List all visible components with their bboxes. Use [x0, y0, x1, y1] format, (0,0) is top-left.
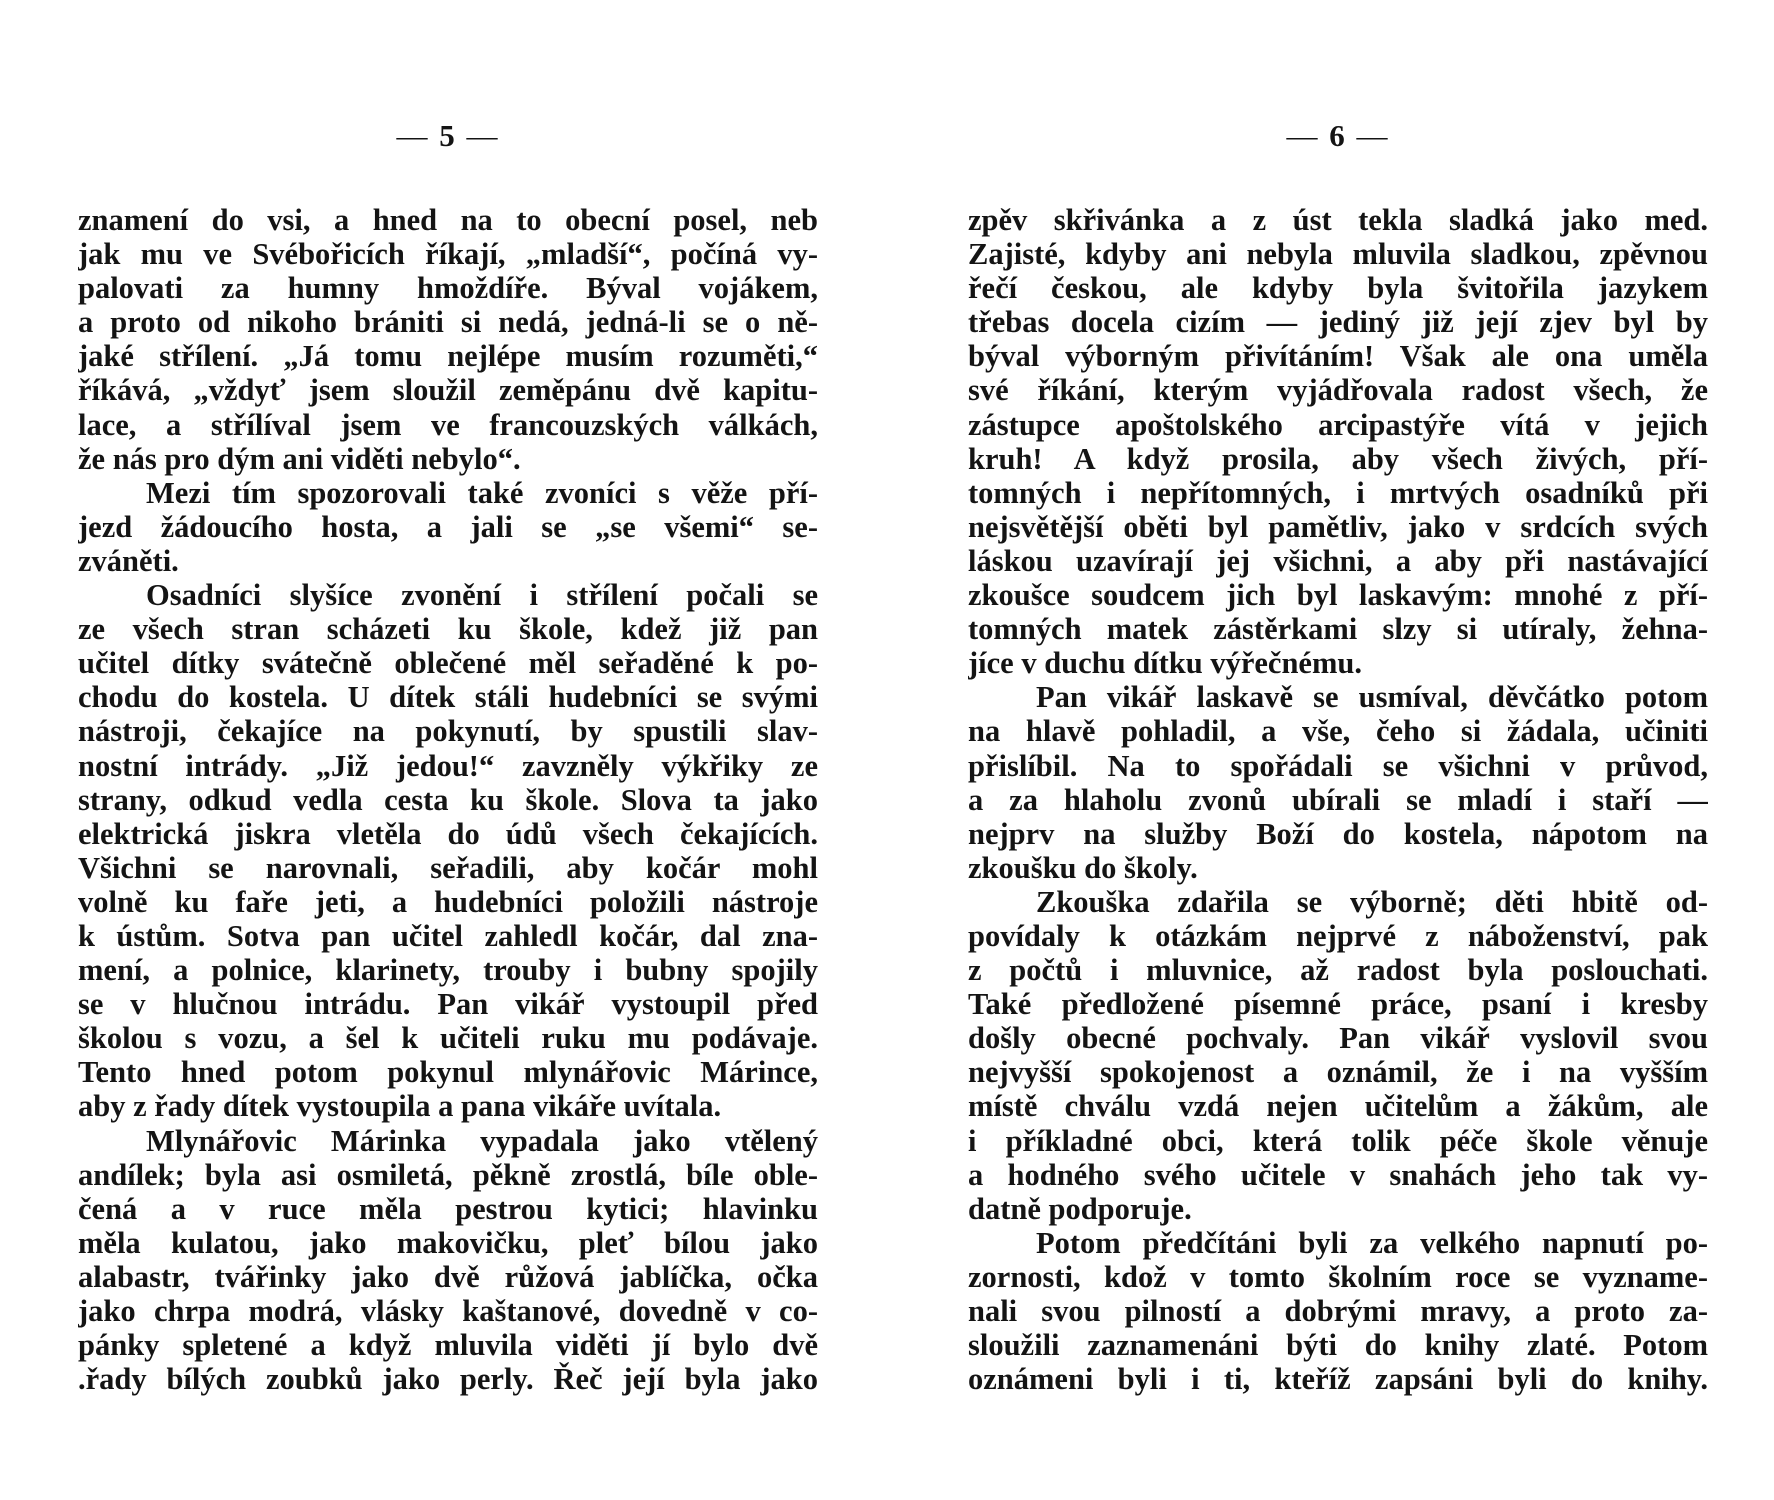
text-line: oznámeni byli i ti, kteříž zapsáni byli do knihy.	[968, 1362, 1708, 1397]
text-line: a hodného svého učitele v snahách jeho tak vy-	[968, 1157, 1708, 1192]
page-number-dash: —	[1286, 118, 1320, 153]
text-line: měla kulatou, jako makovičku, pleť bílou jako	[78, 1225, 818, 1260]
text-line: Tento hned potom pokynul mlynářovic Márince,	[78, 1055, 818, 1090]
text-line: palovati za humny hmoždíře. Býval vojákem,	[78, 271, 818, 306]
text-line: přislíbil. Na to spořádali se všichni v průvod,	[968, 748, 1708, 783]
text-line: Zajisté, kdyby ani nebyla mluvila sladkou, zpěvnou	[968, 237, 1708, 272]
text-line: nostní intrády. „Již jedou!“ zavzněly výkřiky ze	[78, 748, 818, 783]
text-line: nali svou pilností a dobrými mravy, a proto za-	[968, 1294, 1708, 1328]
page-number-dash: —	[1356, 118, 1390, 153]
text-line: elektrická jiskra vletěla do údů všech čekajících.	[78, 816, 818, 851]
text-line: nástroji, čekajíce na pokynutí, by spustili slav-	[78, 714, 818, 749]
text-line: Zkouška zdařila se výborně; děti hbitě od-	[1036, 884, 1708, 919]
text-line: na hlavě pohladil, a vše, čeho si žádala, učiniti	[968, 714, 1708, 749]
text-line: datně podporuje.	[968, 1191, 1192, 1226]
text-line: se v hlučnou intrádu. Pan vikář vystoupil před	[78, 987, 818, 1022]
text-line: býval výborným přivítáním! Však ale ona uměla	[968, 339, 1708, 374]
text-line: jak mu ve Svébořicích říkají, „mladší“, počíná vy-	[78, 237, 818, 272]
text-line: láskou uzavírají jej všichni, a aby při nastávající	[968, 543, 1708, 578]
text-line: říkává, „vždyť jsem sloužil zeměpánu dvě kapitu-	[78, 373, 818, 408]
page-number-value: 6	[1329, 118, 1347, 153]
text-line: došly obecné pochvaly. Pan vikář vyslovil svou	[968, 1021, 1708, 1056]
left-page	[78, 0, 818, 1500]
text-line: k ústům. Sotva pan učitel zahledl kočár, dal zna-	[78, 918, 818, 953]
text-line: zástupce apoštolského arcipastýře vítá v jejich	[968, 407, 1708, 442]
text-line: své říkání, kterým vyjádřovala radost všech, že	[968, 373, 1708, 408]
text-line: školou s vozu, a šel k učiteli ruku mu podávaje.	[78, 1021, 818, 1056]
text-line: andílek; byla asi osmiletá, pěkně zrostlá, bíle oble-	[78, 1157, 818, 1192]
text-line: řečí českou, ale kdyby byla švitořila jazykem	[968, 271, 1708, 306]
text-line: zkoušku do školy.	[968, 850, 1198, 885]
text-line: místě chválu vzdá nejen učitelům a žákům, ale	[968, 1089, 1708, 1124]
page-number	[78, 118, 818, 154]
text-line: jaké střílení. „Já tomu nejlépe musím rozuměti,“	[78, 339, 818, 374]
page-number-dash: —	[466, 118, 500, 153]
text-line: učitel dítky svátečně oblečené měl seřaděné k po-	[78, 646, 818, 681]
text-line: lace, a střílíval jsem ve francouzských válkách,	[78, 407, 818, 442]
text-line: strany, odkud vedla cesta ku škole. Slova ta jako	[78, 782, 818, 817]
text-line: tomných matek zástěrkami slzy si utíraly, žehna-	[968, 612, 1708, 647]
text-line: jezd žádoucího hosta, a jali se „se všemi“ se-	[78, 509, 818, 544]
text-line: Mlynářovic Márinka vypadala jako vtělený	[146, 1123, 818, 1158]
text-line: zpěv skřivánka a z úst tekla sladká jako med.	[968, 203, 1708, 237]
text-line: sloužili zaznamenáni býti do knihy zlaté. Potom	[968, 1328, 1708, 1363]
page-number-dash: —	[396, 118, 430, 153]
page-text	[968, 203, 1708, 1396]
text-line: aby z řady dítek vystoupila a pana vikáře uvítala.	[78, 1089, 722, 1124]
text-line: .řady bílých zoubků jako perly. Řeč její byla jako	[78, 1362, 818, 1397]
text-line: a za hlaholu zvonů ubírali se mladí i staří —	[968, 782, 1708, 817]
right-page	[968, 0, 1708, 1500]
text-line: znamení do vsi, a hned na to obecní posel, neb	[78, 203, 818, 237]
text-line: jako chrpa modrá, vlásky kaštanové, dovedně v co-	[78, 1294, 818, 1328]
text-line: jíce v duchu dítku výřečnému.	[968, 646, 1362, 681]
text-line: zornosti, kdož v tomto školním roce se vyzname-	[968, 1259, 1708, 1294]
text-line: chodu do kostela. U dítek stáli hudebníci se svými	[78, 680, 818, 715]
text-line: nejsvětější oběti byl pamětliv, jako v srdcích svých	[968, 509, 1708, 544]
text-line: Osadníci slyšíce zvonění i střílení počali se	[146, 578, 818, 613]
text-line: čená a v ruce měla pestrou kytici; hlavinku	[78, 1191, 818, 1226]
page-number	[968, 118, 1708, 154]
text-line: mení, a polnice, klarinety, trouby i bubny spojily	[78, 953, 818, 988]
page-number-value: 5	[439, 118, 457, 153]
text-line: z počtů i mluvnice, až radost byla poslouchati.	[968, 953, 1708, 988]
text-line: povídaly k otázkám nejprvé z náboženství, pak	[968, 918, 1708, 953]
text-line: Pan vikář laskavě se usmíval, děvčátko potom	[1036, 680, 1708, 715]
text-line: Také předložené písemné práce, psaní i kresby	[968, 987, 1708, 1022]
text-line: nejprv na služby Boží do kostela, nápotom na	[968, 816, 1708, 851]
text-line: nejvyšší spokojenost a oznámil, že i na vyšším	[968, 1055, 1708, 1090]
text-line: i příkladné obci, která tolik péče škole věnuje	[968, 1123, 1708, 1158]
text-line: zkoušce soudcem jich byl laskavým: mnohé z pří-	[968, 578, 1708, 613]
text-line: alabastr, tvářinky jako dvě růžová jablíčka, očka	[78, 1259, 818, 1294]
text-line: Mezi tím spozorovali také zvoníci s věže pří-	[146, 475, 818, 510]
text-line: Potom předčítáni byli za velkého napnutí po-	[1036, 1225, 1708, 1260]
text-line: Všichni se narovnali, seřadili, aby kočár mohl	[78, 850, 818, 885]
page-text	[78, 203, 818, 1396]
text-line: zváněti.	[78, 543, 179, 578]
text-line: že nás pro dým ani viděti nebylo“.	[78, 441, 521, 476]
text-line: kruh! A když prosila, aby všech živých, pří-	[968, 441, 1708, 476]
text-line: třebas docela cizím — jediný již její zjev byl by	[968, 305, 1708, 340]
text-line: a proto od nikoho brániti si nedá, jedná-li se o ně-	[78, 305, 818, 340]
text-line: tomných i nepřítomných, i mrtvých osadníků při	[968, 475, 1708, 510]
text-line: ze všech stran scházeti ku škole, kdež již pan	[78, 612, 818, 647]
text-line: volně ku faře jeti, a hudebníci položili nástroje	[78, 884, 818, 919]
text-line: pánky spletené a když mluvila viděti jí bylo dvě	[78, 1328, 818, 1363]
